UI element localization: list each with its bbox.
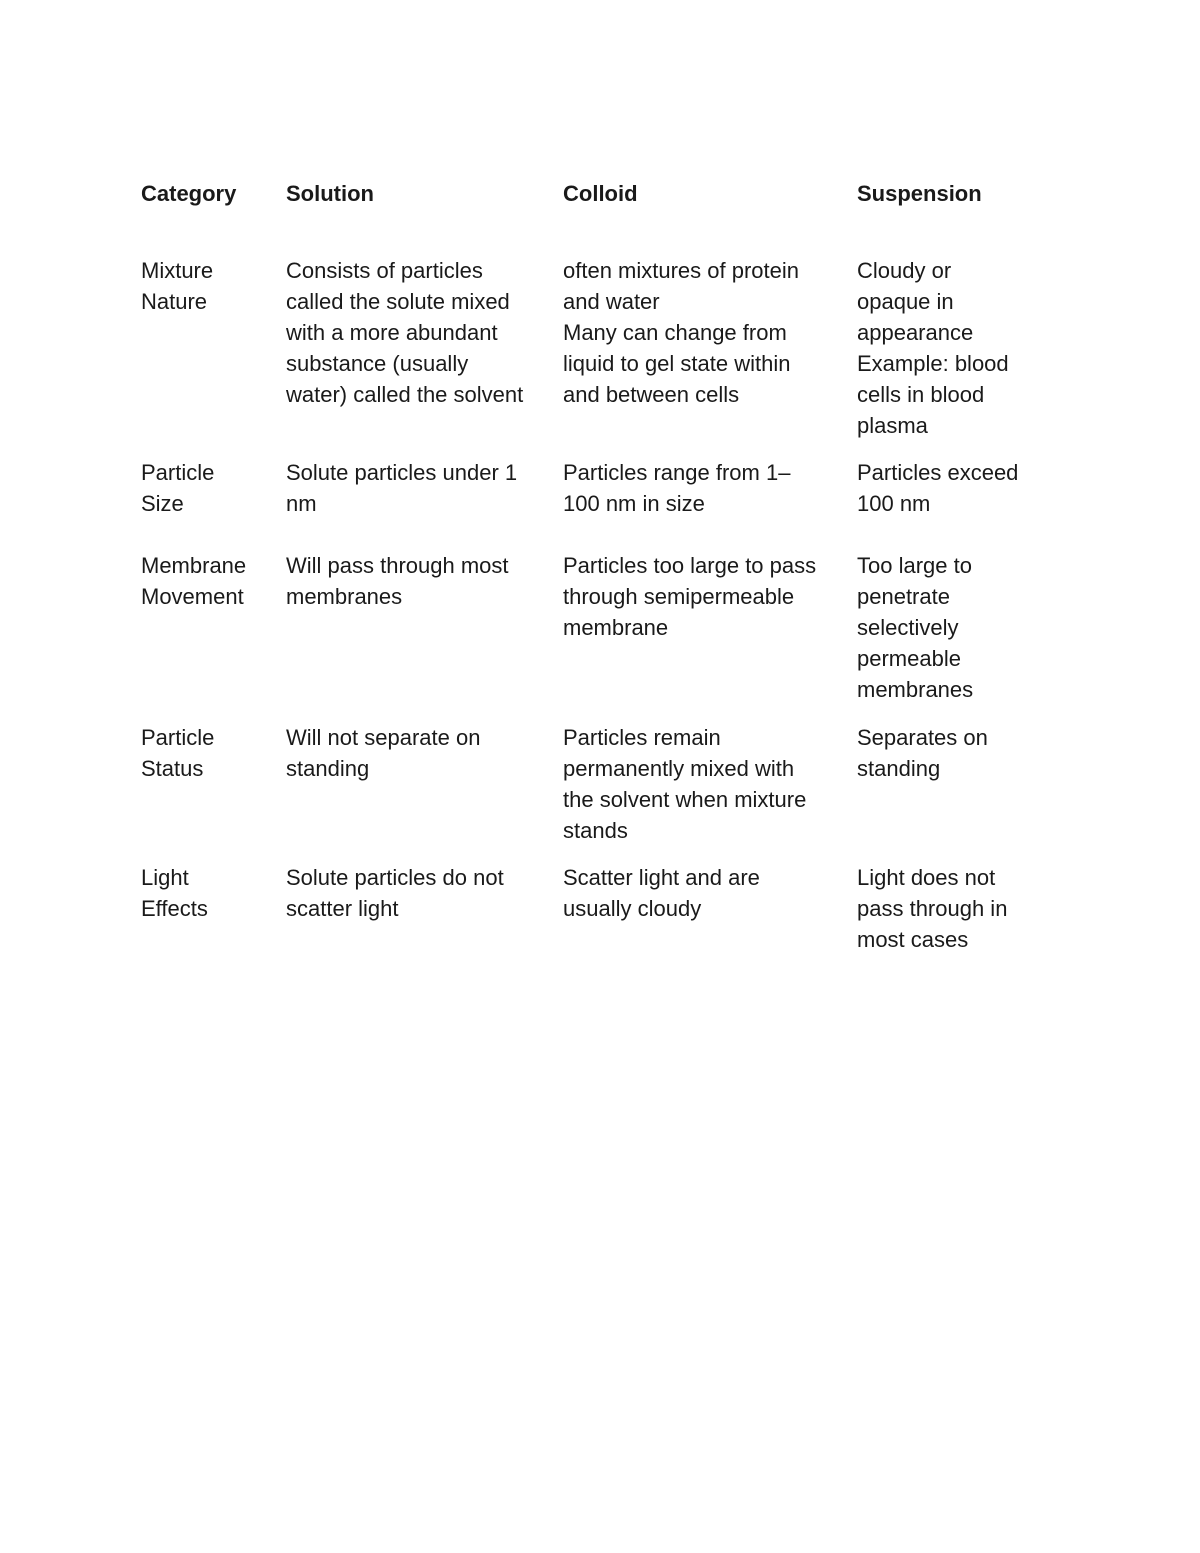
row-suspension-cell: Light does not pass through in most cases [857, 865, 1008, 952]
row-solution-cell: Consists of particles called the solute mixed with a more abundant substance (usually water) called the solvent [286, 258, 524, 407]
row-category-cell: Particle Status [141, 725, 215, 781]
row-solution-cell: Solute particles do not scatter light [286, 865, 504, 921]
row-solution-cell: Will pass through most membranes [286, 553, 509, 609]
row-colloid-cell: Particles remain permanently mixed with the solvent when mixture stands [563, 725, 807, 843]
row-suspension-cell: Cloudy or opaque in appearance Example: blood cells in blood plasma [857, 258, 1009, 438]
row-colloid-cell: Particles range from 1– 100 nm in size [563, 460, 791, 516]
row-solution-cell: Will not separate on standing [286, 725, 481, 781]
header-category: Category [141, 181, 237, 206]
row-category-cell: Particle Size [141, 460, 215, 516]
row-suspension-cell: Too large to penetrate selectively permeable membranes [857, 553, 974, 702]
row-category-cell: Light Effects [141, 865, 208, 921]
row-colloid-cell: often mixtures of protein and water Many can change from liquid to gel state within and between cells [563, 258, 800, 407]
row-category-cell: Membrane Movement [141, 553, 247, 609]
row-colloid-cell: Scatter light and are usually cloudy [563, 865, 760, 921]
row-solution-cell: Solute particles under 1 nm [286, 460, 518, 516]
row-suspension-cell: Separates on standing [857, 725, 988, 781]
header-solution: Solution [286, 181, 374, 206]
row-suspension-cell: Particles exceed 100 nm [857, 460, 1019, 516]
header-suspension: Suspension [857, 181, 982, 206]
header-colloid: Colloid [563, 181, 638, 206]
row-colloid-cell: Particles too large to pass through semipermeable membrane [563, 553, 817, 640]
row-category-cell: Mixture Nature [141, 258, 214, 314]
